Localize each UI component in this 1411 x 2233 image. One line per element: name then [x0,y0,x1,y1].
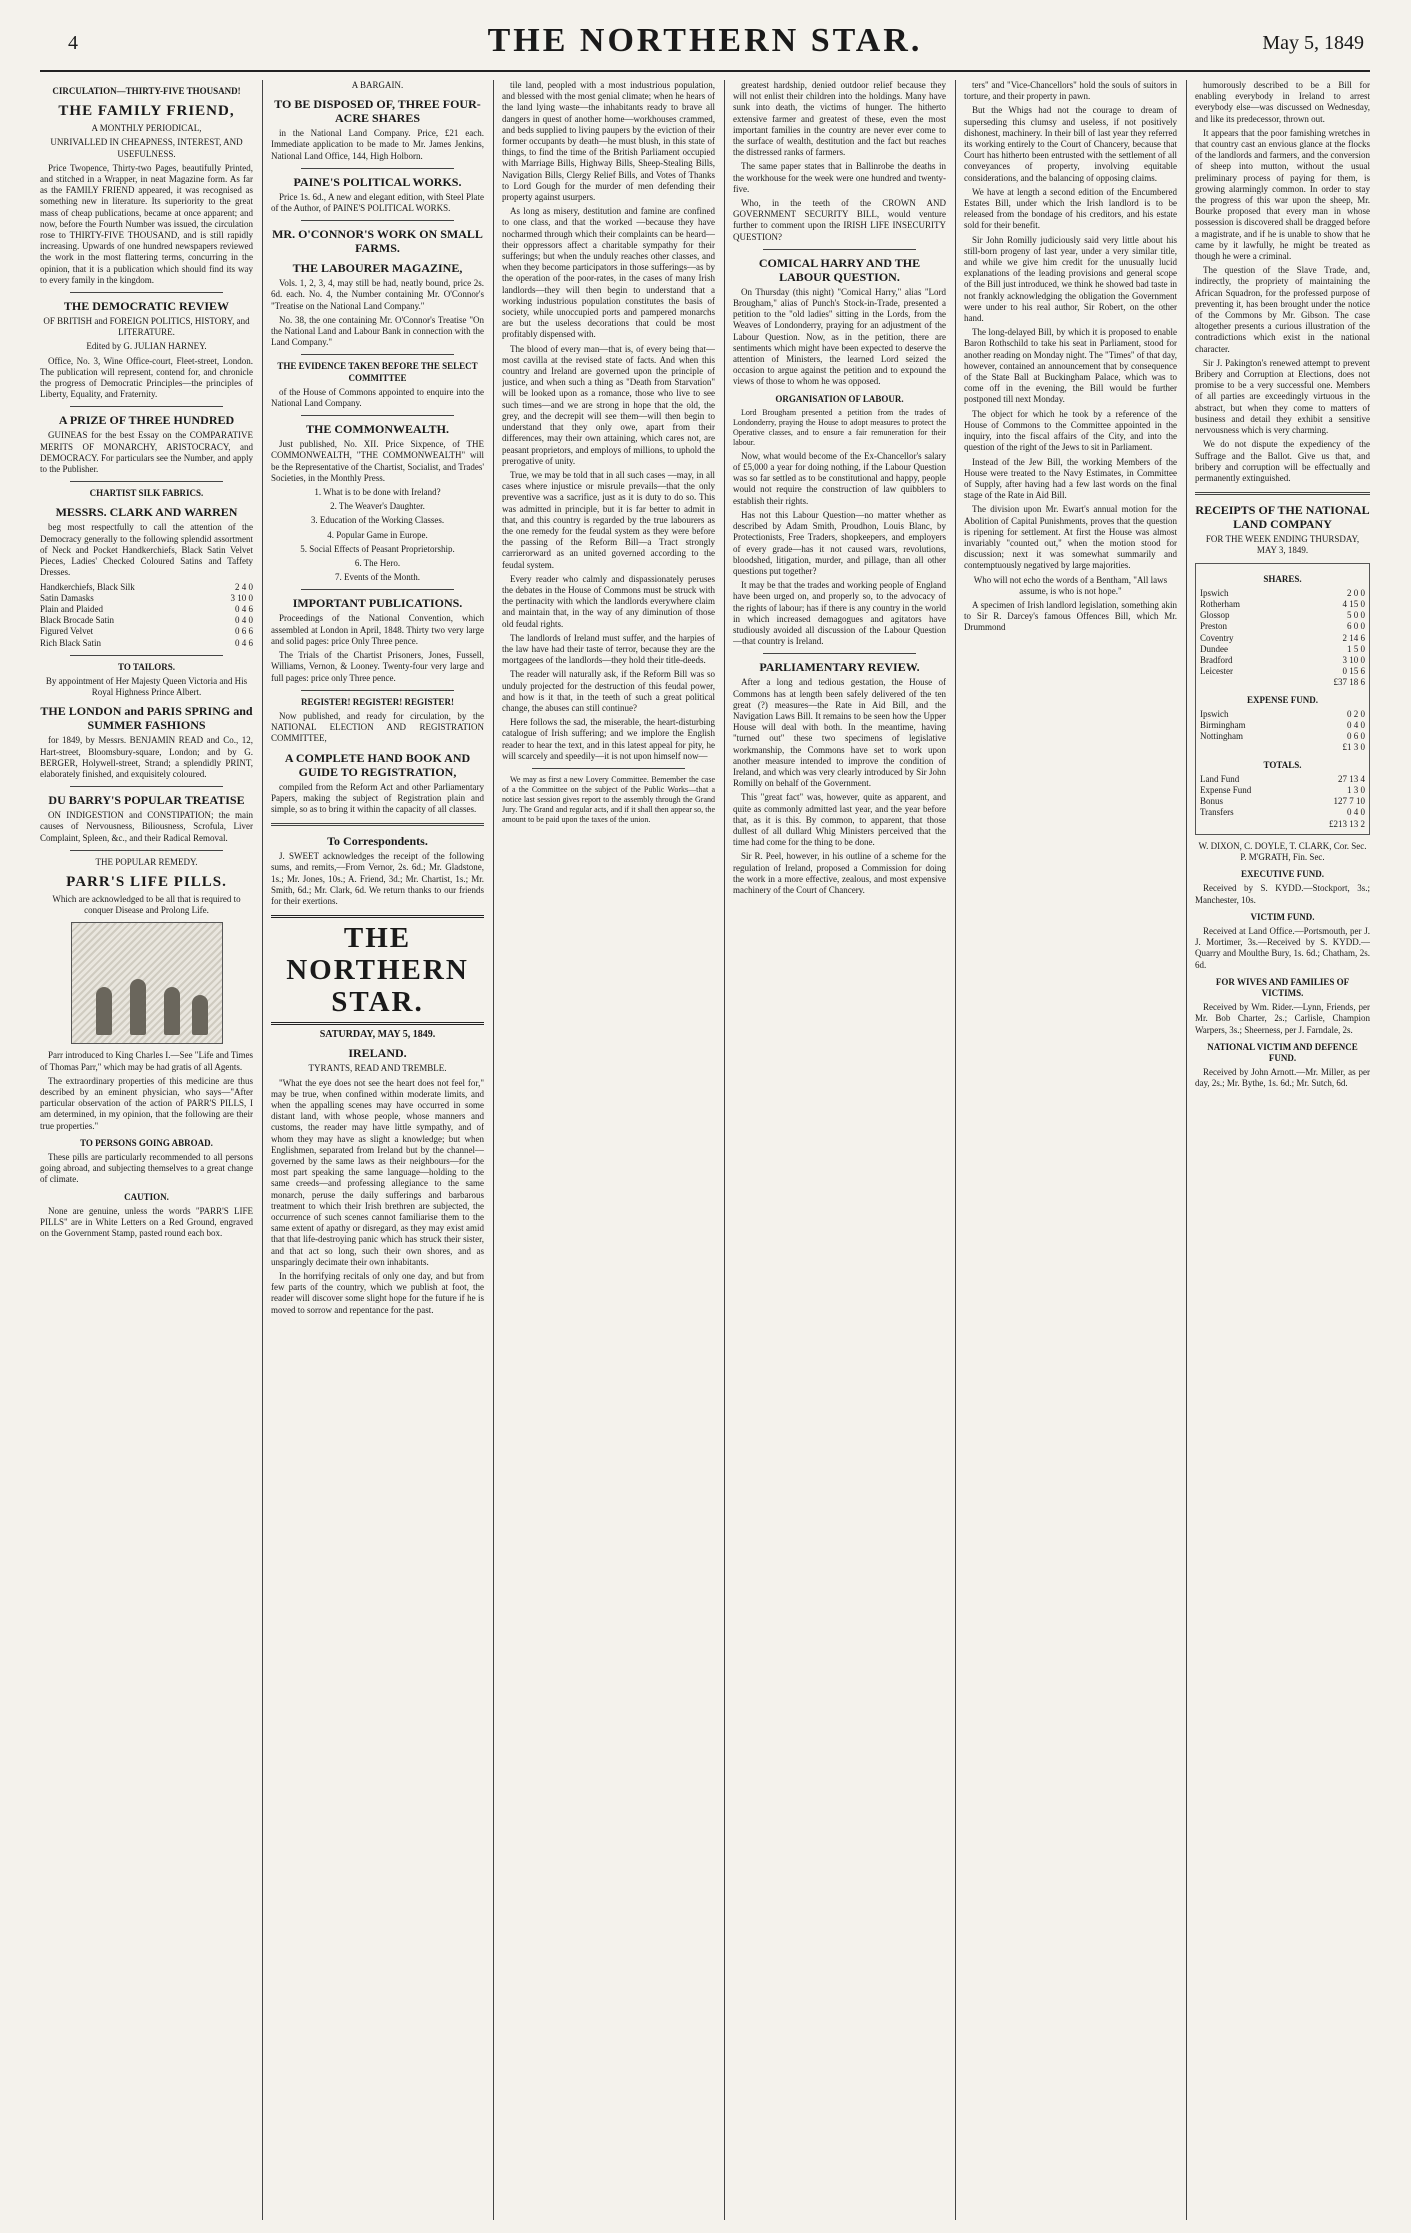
article-paragraph: greatest hardship, denied outdoor relief because they will not enlist their children into the holdings. Many have sunk into death, the victims of hunger. The hitherto extensive farmer and greatest of these, even the most important families in the country are never ever come to the surface of wealth, destitution and the fact but reaches the distressed ranks of farmers. [733,80,946,158]
bargain-title: TO BE DISPOSED OF, THREE FOUR-ACRE SHARES [274,97,481,126]
article-paragraph: It may be that the trades and working people of England have been urged on, and properly so, to the advocacy of the rights of labour; has if there is any country in the world in which increased demagogues and agitators have studiously avoided all discussion of the Labour Question—that country is Ireland. [733,580,946,647]
article-paragraph: The question of the Slave Trade, and, indirectly, the propriety of maintaining the African Squadron, for the professed purpose of preventing it, has been brought under the notice of the Commons by Mr. Gibson. The case altogether presents a curious illustration of the contradictions which exist in the national character. [1195,265,1370,354]
price-row: Satin Damasks 3 10 0 [40,592,253,603]
table-row: Nottingham 0 6 0 [1200,731,1365,742]
table-row: Coventry 2 14 6 [1200,632,1365,643]
column-3 [502,80,715,2220]
correspondents-title: To Correspondents. [327,834,428,849]
article-paragraph: The object for which he took by a reference of the House of Commons to the Committee appointed in the inquiry, into the fiscal affairs of the City, and into the question of the right of the Jews to sit in Parliament. [964,408,1177,453]
prize-body: GUINEAS for the best Essay on the COMPARATIVE MERITS OF MONARCHY, ARISTOCRACY, and DEMOCRACY. For particulars see the Number, and apply to the Publisher. [40,430,253,475]
democratic-review-title: THE DEMOCRATIC REVIEW [63,299,230,314]
divider [532,768,685,769]
democratic-review-editor: Edited by G. JULIAN HARNEY. [86,341,207,352]
ireland-body-2: In the horrifying recitals of only one day, and but from few parts of the country, which we publish at foot, the reader will discover some slight hope for the future if he is moved to sorrow and repentance for the past. [271,1271,484,1315]
divider [763,653,916,654]
parr-description: The extraordinary properties of this medicine are thus described by an eminent physician, who says—"After particular observation of the action of PARR'S PILLS, I am determined, in my opinion, that the following are their true properties." [40,1075,253,1131]
price-row: Handkerchiefs, Black Silk 2 4 0 [40,581,253,592]
divider [70,406,223,407]
silk-price-list [40,582,253,649]
contents-item: 7. Events of the Month. [335,572,420,583]
du-barry-body: ON INDIGESTION and CONSTIPATION; the main causes of Nervousness, Biliousness, Scrofula, Liver Complaint, Spleen, &c., and their Radical Removal. [40,810,253,843]
article-paragraph: True, we may be told that in all such cases —may, in all cases where injustice or misrule prevails—that the only preventive was a sacrifice, just as it is duty to do so. This was admitted in principle, but it is far better to admit in that, and this country is regarded by the true labourers as the one remedy for the feudal system as they were before the passing of the Reform Bill—a Tract strongly carrierorward as an united governed according to the feudal system. [502,469,715,570]
executive-heading: EXECUTIVE FUND. [1240,869,1324,880]
victim-body: Received at Land Office.—Portsmouth, per J. J. Mortimer, 3s.—Received by S. KYDD.—Quarry and Moulthe Bury, 1s. 6d.; Chatham, 2s. 6d. [1195,926,1370,970]
divider [271,823,484,826]
caution-heading: CAUTION. [124,1191,169,1202]
trials-body: The Trials of the Chartist Prisoners, Jones, Fussell, Williams, Vernon, & Looney. Twenty-four very large and full pages: price only Three pence. [271,650,484,683]
article-paragraph: Every reader who calmly and dispassionately peruses the debates in the House of Commons must be struck with the pertinacity with which the landlords everywhere claim and maintain that, in the way of any diminution of those old feudal rights. [502,573,715,629]
executive-body: Received by S. KYDD.—Stockport, 3s.; Manchester, 10s. [1195,883,1370,905]
organisation-heading: ORGANISATION OF LABOUR. [775,393,904,404]
figure-shape [164,987,180,1035]
correspondents-body: J. SWEET acknowledges the receipt of the following sums, and remits,—From Vernor, 2s. 6d.; Mr. Gladstone, 1s.; Mr. Jones, 10s.; A. Friend, 3d.; Mr. Chartist, 1s.; Mr. Smith, 6d.; Mr. Clark, 6d. We return thanks to our friends for their exertions. [271,851,484,906]
column-rule [493,80,494,2220]
article-paragraph: Here follows the sad, the miserable, the heart-disturbing catalogue of Irish suffering; and we implore the English reader to hear the text, and in this latest appeal for pity, he will scarcely and speedily—it is not upon himself now— [502,717,715,761]
table-row: Leicester 0 15 6 [1200,666,1365,677]
small-print-report: We may as first a new Lovery Committee. Bemember the case of a the Committee on the subject of the Public Works—that a notice last session gives report to the assembly through the Grand Jury. The Grand and regular acts, and if it shall then appear so, the amount to be paid upon the taxes of the union. [502,774,715,824]
ireland-subtitle: TYRANTS, READ AND TREMBLE. [308,1063,447,1074]
article-paragraph: But the Whigs had not the courage to dream of superseding this clumsy and useless, if not positively dishonest, machinery. In their bill of last year they referred its working entirely to the Court of Chancery, because that Court has hitherto been entrusted with the settlement of all conveyances of property, involving equitable considerations, and the balancing of opposing claims. [964,105,1177,183]
column-rule [1186,80,1187,2220]
organisation-body: Lord Brougham presented a petition from the trades of Londonderry, praying the House to adopt measures to protect the Operative classes, and to ensure a fair remuneration for their labour. [733,407,946,447]
totals-table [1200,774,1365,830]
total-row: £37 18 6 [1333,677,1365,688]
article-paragraph: We do not dispute the expediency of the Suffrage and the Ballot. Give us that, and bribery and corruption will be effectually and permanently extinguished. [1195,439,1370,483]
ireland-body: "What the eye does not see the heart does not feel for," may be true, when confined within moderate limits, and when the appalling scenes may have occurred in some distant land, with whose people, whose manners and customs, the reader may have little sympathy, and of whom they may have as slight a knowledge; but when Englishmen, separated from Ireland but by the channel—governed by the same laws as their neighbours—for the most part speaking the same language—holding to the same creeds—and professing allegiance to the same monarch, peruse the daily sufferings and barbarous treatment to which their Irish brethren are subjected, the occurrence of such scenes cannot familiarise them to the same extent of apathy or disregard, as they may exist amid that that life-destroying panic which has struck their sister, and that act so long, such their own shores, and as unsparingly decimate their own inhabitants. [271,1077,484,1267]
democratic-review-body: Office, No. 3, Wine Office-court, Fleet-street, London. The publication will represent, contend for, and chronicle the progress of Democratic Principles—the principles of Liberty, Equality, and Fraternity. [40,355,253,400]
column-1 [40,80,253,2220]
family-friend-body: Price Twopence, Thirty-two Pages, beautifully Printed, and stitched in a Wrapper, in neat Magazine form. As far as the FAMILY FRIEND appeared, it was recognised as something new in literature. Its superiority to the great mass of cheap publications, became at once apparent; and now, before the Fourth Number was issued, the circulation rose to THIRTY-FIVE THOUSAND, and is still rapidly increasing. Upwards of one hundred newspapers reviewed the work in the most flattering terms, concurring in the opinion, that it is a publication which should find its way to every family in the kingdom. [40,162,253,285]
column-rule [955,80,956,2220]
family-friend-tagline: UNRIVALLED IN CHEAPNESS, INTEREST, AND USEFULNESS. [50,137,243,159]
register-body: Now published, and ready for circulation, by the NATIONAL ELECTION AND REGISTRATION COMMITTEE, [271,710,484,744]
contents-item: 2. The Weaver's Daughter. [330,501,425,512]
article-paragraph: The landlords of Ireland must suffer, and the harpies of the law have had their taste of terror, because they are the mortgagees of the landlords—they hold their title-deeds. [502,632,715,666]
fashions-title: THE LONDON and PARIS SPRING and SUMMER FASHIONS [40,704,253,733]
parr-label: THE POPULAR REMEDY. [95,856,198,867]
parr-tagline: Which are acknowledged to be all that is required to conquer Disease and Prolong Life. [52,893,241,916]
quotation: Who will not echo the words of a Bentham, "All laws assume, is who is not hope." [973,574,1168,596]
price-row: Rich Black Satin 0 4 6 [40,637,253,648]
comical-harry-body: On Thursday (this night) "Comical Harry," alias "Lord Brougham," alias of Punch's Stock-in-Trade, presented a petition to the "old ladies" sitting in the Lords, from the Weaves of Londonderry, praying for an adjustment of the Labour Question. Now, as in the petition, there are sentiments which might have been expected to deserve the attention of Ministers, the learned Lord seized the occasion to argue against the petition and to expound the views of those to whom he was opposed. [733,286,946,387]
table-row: Glossop 5 0 0 [1200,610,1365,621]
divider [70,850,223,851]
bargain-body: in the National Land Company. Price, £21 each. Immediate application to be made to Mr. James Jenkins, National Land Office, 144, High Holborn. [271,128,484,161]
price-row: Plain and Plaided 0 4 6 [40,603,253,614]
column-4 [733,80,946,2220]
column-2 [271,80,484,2220]
contents-item: 1. What is to be done with Ireland? [314,487,441,498]
masthead [40,18,1370,72]
victim-heading: VICTIM FUND. [1250,911,1315,922]
divider [70,481,223,482]
receipts-title: RECEIPTS OF THE NATIONAL LAND COMPANY [1195,503,1370,532]
labourer-title: THE LABOURER MAGAZINE, [292,261,463,276]
divider [301,168,454,169]
article-paragraph: Has not this Labour Question—no matter whether as described by Adam Smith, Proudhon, Louis Blanc, by Protectionists, Free Traders, shopkeepers, and employers of every grade—has it not caused wars, revolutions, bloodshed, litigation, murder, and pillage, than all other questions put together? [733,509,946,576]
newspaper-title: THE NORTHERN STAR. [487,22,923,59]
table-row: Rotherham 4 15 0 [1200,598,1365,609]
guide-title: A COMPLETE HAND BOOK AND GUIDE TO REGISTRATION, [284,750,471,779]
divider [70,292,223,293]
family-friend-subtitle: A MONTHLY PERIODICAL, [91,123,202,134]
bargain-label: A BARGAIN. [351,80,404,90]
price-row: Figured Velvet 0 6 6 [40,626,253,637]
article-paragraph: A specimen of Irish landlord legislation, something akin to Sir R. Darcey's famous Offences Bill, which Mr. Drummond [964,599,1177,633]
total-row: £1 3 0 [1342,742,1365,753]
totals-heading: TOTALS. [1263,759,1302,770]
table-row: Ipswich 0 2 0 [1200,708,1365,719]
contents-item: 5. Social Effects of Peasant Proprietorship. [300,543,455,554]
table-row: Expense Fund 1 3 0 [1200,784,1365,795]
table-row: Bradford 3 10 0 [1200,654,1365,665]
evidence-body: of the House of Commons appointed to enquire into the National Land Company. [271,386,484,409]
receipts-accounts [1195,563,1370,835]
table-row: Dundee 1 5 0 [1200,643,1365,654]
shares-heading: SHARES. [1263,573,1302,584]
labourer-body: Vols. 1, 2, 3, 4, may still be had, neatly bound, price 2s. 6d. each. No. 4, the Number containing Mr. O'Connor's "Treatise on the National Land Company." [271,278,484,311]
article-paragraph: The long-delayed Bill, by which it is proposed to enable Baron Rothschild to take his seat in Parliament, stood for another reading on Monday night. The "Times" of that day, however, contained an announcement that by consequence of the State Ball at Buckingham Palace, which was to come off in the evening, the Bill would be further postponed till next Monday. [964,327,1177,405]
table-row: Preston 6 0 0 [1200,621,1365,632]
expense-table [1200,709,1365,754]
guide-body: compiled from the Reform Act and other Parliamentary Papers, making the subject of Registration plain and simple, so as to bring it within the capacity of all classes. [271,781,484,814]
abroad-heading: TO PERSONS GOING ABROAD. [80,1137,213,1148]
commonwealth-title: THE COMMONWEALTH. [306,422,449,437]
table-row: Land Fund 27 13 4 [1200,773,1365,784]
article-paragraph: Sir J. Pakington's renewed attempt to prevent Bribery and Corruption at Elections, does not promise to be a very successful one. Members of all parties are exceedingly virtuous in the abstract, but when they come to matters of business and detail they exhibit a sensitive nervousness which is very charming. [1195,357,1370,436]
divider [301,415,454,416]
ireland-title: IRELAND. [348,1046,407,1061]
price-row: Black Brocade Satin 0 4 0 [40,615,253,626]
article-paragraph: ters" and "Vice-Chancellors" hold the souls of suitors in torture, and their property in pawn. [964,80,1177,102]
prize-title: A PRIZE OF THREE HUNDRED [58,413,235,428]
divider [763,249,916,250]
contents-item: 3. Education of the Working Classes. [310,515,445,526]
divider [301,354,454,355]
column-rule [724,80,725,2220]
column-rule [262,80,263,2220]
widows-heading: FOR WIVES AND FAMILIES OF VICTIMS. [1215,976,1350,999]
silk-firm: MESSRS. CLARK AND WARREN [55,505,238,520]
silk-heading: CHARTIST SILK FABRICS. [89,488,204,499]
expense-heading: EXPENSE FUND. [1246,694,1318,705]
fashions-body: for 1849, by Messrs. BENJAMIN READ and Co., 12, Hart-street, Bloomsbury-square, London; and by G. BERGER, Holywell-street, Strand; a splendidly PRINT, elaborately finished, and exquisitely coloured. [40,735,253,779]
article-paragraph: As long as misery, destitution and famine are confined to one class, and that the worked —because they have nocharmed through which their complaints can be heard—their oppressors affect a charitable sympathy for their sufferings; but when the unduly reaches other classes, and when they become participators in those sufferings—as by the operation of the poor-rates, in the cases of many Irish landlords—they will then begin to understand that a working industrious population constitutes the basis of society, while unoccupied ports and pampered monarchs are but the useless decorations that could be most profitably dispensed with. [502,206,715,340]
article-paragraph: We have at length a second edition of the Encumbered Estates Bill, under which the Irish landlord is to be released from the bondage of his creditors, and his estate sold for their benefit. [964,186,1177,231]
widows-body: Received by Wm. Rider.—Lynn, Friends, per Mr. Bob Charter, 2s.; Carlisle, Champion Warpers, 3s.; Sheerness, per J. Farndale, 2s. [1195,1002,1370,1035]
article-paragraph: The division upon Mr. Ewart's annual motion for the Abolition of Capital Punishments, proves that the question is ripening for settlement. At first the House was almost invariably "counted out," when the motion stood for discussion; next it was somewhat summarily and contemptuously negatived by large majorities. [964,504,1177,571]
oconnor-title: MR. O'CONNOR'S WORK ON SMALL FARMS. [272,227,483,256]
figure-shape [96,987,112,1035]
important-body: Proceedings of the National Convention, which assembled at London in April, 1848. Thirty two very large and solid pages: price Only Three pence. [271,613,484,646]
du-barry-title: DU BARRY'S POPULAR TREATISE [48,793,245,808]
contents-item: 6. The Hero. [354,558,401,569]
defence-body: Received by John Arnott.—Mr. Miller, as per day, 2s.; Mr. Bythe, 1s. 6d.; Mr. Sutch, 6d. [1195,1067,1370,1089]
article-paragraph: After a long and tedious gestation, the House of Commons has at length been safely delivered of the ten great (?) measures—the Rate in Aid Bill, and the Navigation Laws Bill. It remains to be seen how the Upper House will deal with both. In the meantime, having "turned out" these two specimens of legislative workmanship, the Commons have set to work upon another measure intended to improve the condition of Ireland, and which was very clearly introduced by Sir John Romilly on behalf of the Government. [733,677,946,789]
columns [40,80,1370,2220]
divider [70,786,223,787]
caution-body: None are genuine, unless the words "PARR'S LIFE PILLS" are in White Letters on a Red Ground, engraved on the Government Stamp, pasted round each box. [40,1205,253,1239]
circulation-heading: CIRCULATION—THIRTY-FIVE THOUSAND! [52,86,241,96]
comical-harry-title: COMICAL HARRY AND THE LABOUR QUESTION. [758,255,921,284]
total-row: £213 13 2 [1329,818,1365,829]
divider [70,655,223,656]
divider [301,220,454,221]
article-paragraph: The blood of every man—that is, of every being that—most cavilla at the revised state of facts. And when this country and Ireland are governed upon the principle of justice, and when such a thing as "Death from Starvation" will be looked upon as a romance, those who live to see such times—and we are strong in hope that the old, the grey, and the decrepit will see them—will then begin to understand that they only owe, apart from their differences, may their own attaining, which cares not, are peasant proprietors, and employs of millions, to uphold the prerogative of unity. [502,343,715,466]
editorial-banner: THE NORTHERN STAR. [271,915,484,1025]
family-friend-title: THE FAMILY FRIEND, [58,103,235,120]
table-row: Transfers 0 4 0 [1200,807,1365,818]
shares-table [1200,588,1365,689]
tailors-appointment: By appointment of Her Majesty Queen Victoria and His Royal Highness Prince Albert. [45,675,248,698]
divider [1195,492,1370,495]
commonwealth-body: Just published, No. XII. Price Sixpence, of THE COMMONWEALTH, "THE COMMONWEALTH" will be the Representative of the Chartist, Socialist, and Trades' Societies, in the Monthly Press. [271,439,484,483]
article-paragraph: Instead of the Jew Bill, the working Members of the House were treated to the Navy Estimates, in Committee of Supply, after having had a few last words on the final stage of the Rate in Aid Bill. [964,456,1177,501]
figure-shape [130,979,146,1035]
paine-title: PAINE'S POLITICAL WORKS. [293,174,462,189]
column-5 [964,80,1177,2220]
article-paragraph: humorously described to be a Bill for enabling everybody in Ireland to arrest everybody else—was discussed on Wednesday, and like its predecessor, thrown out. [1195,80,1370,124]
article-paragraph: Sir John Romilly judiciously said very little about his still-born progeny of last year, under a very similar title, and while we give him credit for the unusually lucid explanations of the leading provisions and general scope of the Bill just introduced, we think he showed bad taste in not frankly acknowledging the obligation the Government were under to his real author, Sir Robert, on the other hand. [964,234,1177,324]
article-paragraph: This "great fact" was, however, quite as apparent, and quite as commonly admitted last year, and the year before that, as it is this. By common, to apparent, that those dullest of all dullard Whig Ministers perceived that the time had come for the thing to be done. [733,792,946,848]
table-row: Ipswich 2 0 0 [1200,587,1365,598]
article-paragraph: The same paper states that in Ballinrobe the deaths in the workhouse for the week were one hundred and twenty-five. [733,161,946,194]
abroad-body: These pills are particularly recommended to all persons going abroad, and subjecting themselves to a great change of climate. [40,1151,253,1185]
tailors-heading: TO TAILORS. [117,661,176,672]
evidence-title: THE EVIDENCE TAKEN BEFORE THE SELECT COMMITTEE [277,361,478,383]
column-6 [1195,80,1370,2220]
table-row: Bonus 127 7 10 [1200,796,1365,807]
register-title: REGISTER! REGISTER! REGISTER! [300,696,455,707]
article-paragraph: tile land, peopled with a most industrious population, and blessed with the most genial climate; when he hears of the land lying waste—the inhabitants ready to brave all dangers in quest of another home—workhouses crammed, and beds supplied to living paupers by the eviction of their former occupants by death—he must blush, in this state of things, to find the time of the British Parliament occupied with Marriage Bills, Highway Bills, Sheep-Stealing Bills, Navigation Bills, Clergy Relief Bills, and Votes of Thanks to Lord Gough for the murder of men defending their property against usurpers. [502,80,715,203]
article-paragraph: Now, what would become of the Ex-Chancellor's salary of £5,000 a year for doing nothing, if the Labour Question was so far settled as to be constitutional and happy, people would not require the construction of law quibblers to establish their rights. [733,450,946,506]
silk-body: beg most respectfully to call the attention of the Democracy generally to the following splendid assortment of Neck and Pocket Handkerchiefs, Black Satin Velvet Pieces, Ladies' Checked Coloured Satins and Taffety Dresses. [40,522,253,578]
issue-date: May 5, 1849 [1262,32,1364,54]
page-number: 4 [68,32,78,54]
editorial-date: SATURDAY, MAY 5, 1849. [319,1029,436,1041]
engraving-caption: Parr introduced to King Charles I.—See "Life and Times of Thomas Parr," which may be had gratis of all Agents. [40,1050,253,1072]
parliamentary-review-title: PARLIAMENTARY REVIEW. [759,660,920,675]
democratic-review-subtitle: OF BRITISH and FOREIGN POLITICS, HISTORY, and LITERATURE. [43,316,250,338]
defence-heading: NATIONAL VICTIM AND DEFENCE FUND. [1207,1041,1358,1064]
engraving-illustration [71,922,223,1044]
parr-title: PARR'S LIFE PILLS. [66,873,227,890]
divider [301,690,454,691]
contents-item: 4. Popular Game in Europe. [327,529,428,540]
table-row: Birmingham 0 4 0 [1200,719,1365,730]
article-paragraph: The reader will naturally ask, if the Reform Bill was so unduly projected for the destruction of this feudal power, and how is it that, in the teeth of such a great political change, the abuses can still continue? [502,669,715,713]
article-paragraph: Who, in the teeth of the CROWN AND GOVERNMENT SECURITY BILL, would venture further to comment upon the IRISH LIFE INSECURITY QUESTION? [733,198,946,242]
divider [301,589,454,590]
labourer-body-2: No. 38, the one containing Mr. O'Connor's Treatise "On the National Land and Labour Bank in connection with the Land Company." [271,314,484,348]
paine-body: Price 1s. 6d., A new and elegant edition, with Steel Plate of the Author, of PAINE'S POLITICAL WORKS. [271,191,484,214]
signatories: W. DIXON, C. DOYLE, T. CLARK, Cor. Sec. P. M'GRATH, Fin. Sec. [1198,840,1367,862]
newspaper-page [40,18,1370,2218]
article-paragraph: It appears that the poor famishing wretches in that country cast an envious glance at the flocks of the landlords and farmers, and the conversion of sheep into mutton, without the usual preliminary process of paying for them, is growing alarmingly common. In order to stay the progress of this war upon the sheep, Mr. Bourke proposed that every man in whose possession is discovered shall be dragged before a magistrate, and if he is unable to show that he came by it lawfully, he might be treated as though he were a criminal. [1195,127,1370,262]
important-title: IMPORTANT PUBLICATIONS. [292,596,463,611]
receipts-subtitle: FOR THE WEEK ENDING THURSDAY, MAY 3, 1849. [1205,534,1360,556]
figure-shape [192,995,208,1035]
article-paragraph: Sir R. Peel, however, in his outline of a scheme for the regulation of Ireland, proposed a Commission for doing the work in a more effective, zealous, and most expensive machinery of the Court of Chancery. [733,851,946,895]
